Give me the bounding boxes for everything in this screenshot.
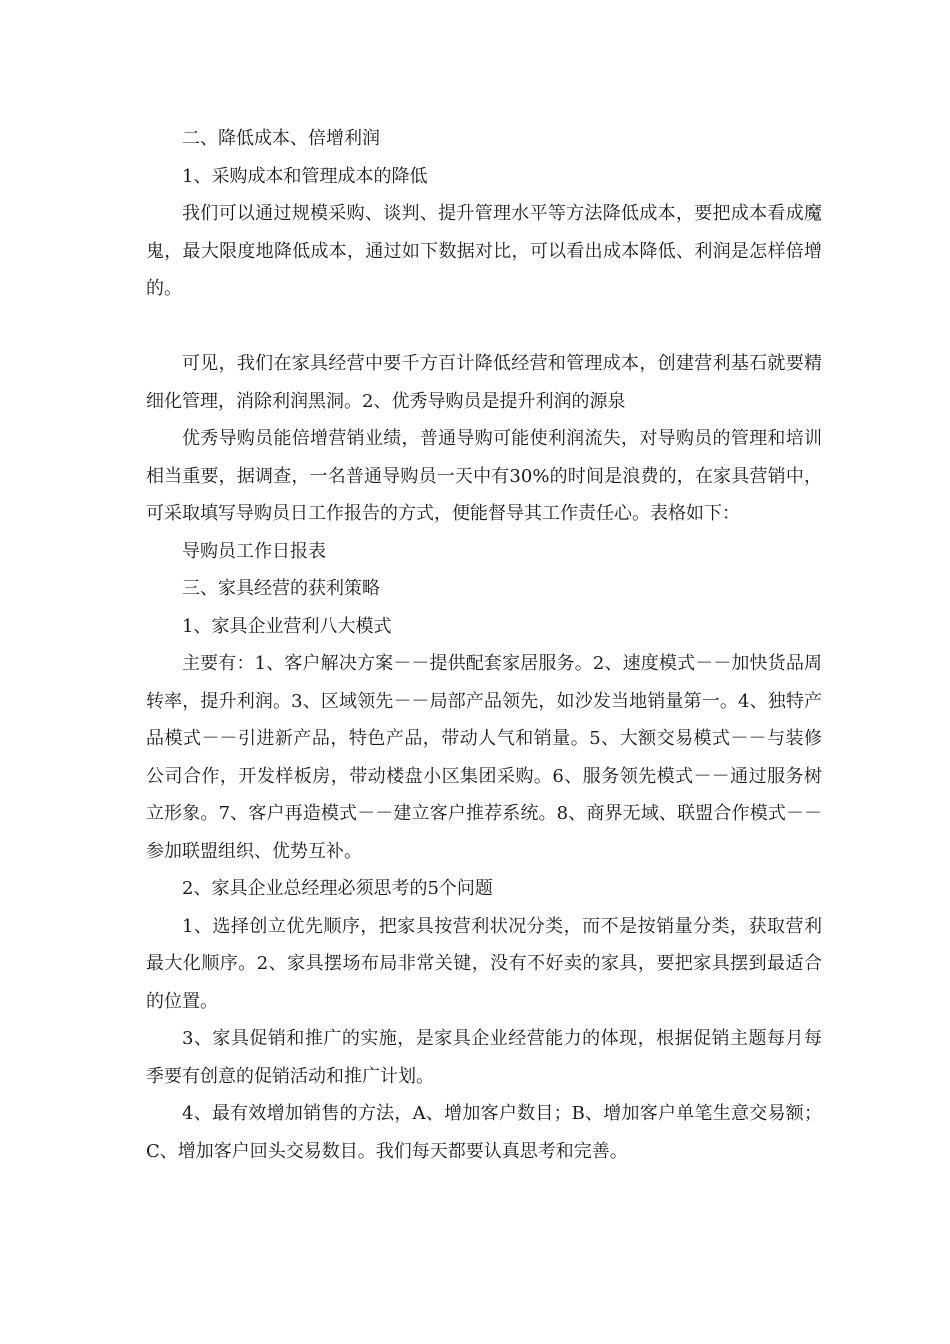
document-body bbox=[146, 120, 822, 1170]
paragraph-conclusion-guide: 可见，我们在家具经营中要千方百计降低经营和管理成本，创建营利基石就要精细化管理，消除利润黑洞。2、优秀导购员是提升利润的源泉 bbox=[146, 353, 822, 412]
paragraph-question-1-2: 1、选择创立优先顺序，把家具按营利状况分类，而不是按销量分类，获取营利最大化顺序。2、家具摆场布局非常关键，没有不好卖的家具，要把家具摆到最适合的位置。 bbox=[146, 915, 822, 1012]
section-heading-reduce-cost: 二、降低成本、倍增利润 bbox=[182, 128, 380, 149]
subheading-eight-models: 1、家具企业营利八大模式 bbox=[182, 615, 392, 637]
paragraph-cost-reduction: 我们可以通过规模采购、谈判、提升管理水平等方法降低成本，要把成本看成魔鬼，最大限度地降低成本，通过如下数据对比，可以看出成本降低、利润是怎样倍增的。 bbox=[146, 203, 822, 299]
subheading-five-questions: 2、家具企业总经理必须思考的5个问题 bbox=[182, 878, 493, 899]
paragraph-guide-training: 优秀导购员能倍增营销业绩，普通导购可能使利润流失，对导购员的管理和培训相当重要，据调查，一名普通导购员一天中有30%的时间是浪费的，在家具营销中，可采取填写导购员日工作报告的方式，便能督导其工作责任心。表格如下： bbox=[146, 428, 822, 524]
blank-gap bbox=[146, 308, 822, 346]
table-caption-daily-report: 导购员工作日报表 bbox=[182, 540, 326, 562]
section-heading-profit-strategy: 三、家具经营的获利策略 bbox=[182, 578, 380, 599]
subheading-purchase-cost: 1、采购成本和管理成本的降低 bbox=[182, 165, 428, 187]
paragraph-question-4: 4、最有效增加销售的方法，A、增加客户数目；B、增加客户单笔生意交易额；C、增加客户回头交易数目。我们每天都要认真思考和完善。 bbox=[146, 1103, 822, 1162]
paragraph-eight-models: 主要有：1、客户解决方案－－提供配套家居服务。2、速度模式－－加快货品周转率，提升利润。3、区域领先－－局部产品领先，如沙发当地销量第一。4、独特产品模式－－引进新产品，特色产品，带动人气和销量。5、大额交易模式－－与装修公司合作，开发样板房，带动楼盘小区集团采购。6、服务领先模式－－通过服务树立形象。7、客户再造模式－－建立客户推荐系统。8、商界无域、联盟合作模式－－参加联盟组织、优势互补。 bbox=[146, 653, 822, 862]
paragraph-question-3: 3、家具促销和推广的实施，是家具企业经营能力的体现，根据促销主题每月每季要有创意的促销活动和推广计划。 bbox=[146, 1028, 822, 1087]
